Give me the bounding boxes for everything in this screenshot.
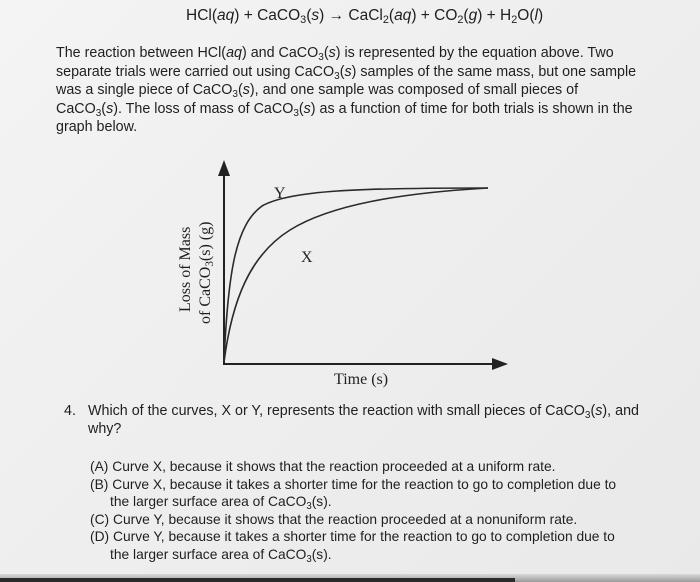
intro-line-1: The reaction between HCl(aq) and CaCO$_3$(s) is represented by the equation above. Two xyxy=(56,45,614,63)
y-axis-label-line2: of CaCO$_3$(s) (g) xyxy=(197,221,216,324)
eq-product3-sub: 2 xyxy=(511,14,518,26)
eq-product2: CO xyxy=(434,7,458,24)
eq-reactant1: HCl xyxy=(186,7,212,24)
eq-reactant2-sub: 3 xyxy=(300,14,307,26)
eq-product3-tail: O xyxy=(517,7,530,24)
answer-choices xyxy=(90,458,670,563)
eq-product2-state: g xyxy=(468,7,478,24)
eq-product1-state: aq xyxy=(394,7,412,24)
intro-line-2: separate trials were carried out using CaCO$_3$(s) samples of the same mass, but one sample xyxy=(56,63,637,82)
eq-product1: CaCl xyxy=(348,7,383,24)
bottom-dark-bar xyxy=(0,578,515,582)
eq-reactant1-state: aq xyxy=(217,7,235,24)
eq-reactant2-state: s xyxy=(311,7,320,24)
eq-product3-state: l xyxy=(534,7,538,24)
x-axis-arrowhead xyxy=(492,358,508,370)
intro-line-3: was a single piece of CaCO$_3$(s), and one sample was composed of small pieces of xyxy=(56,82,579,100)
curve-x xyxy=(224,188,488,362)
curve-y-label: Y xyxy=(274,185,286,202)
chemical-equation: HCl(aq) + CaCO$_3$(s) → CaCl$_2$(aq) + $CO_2(g) + H_2O(l)$ xyxy=(186,7,544,26)
intro-line-5: graph below. xyxy=(56,119,138,135)
eq-arrow: → xyxy=(328,7,345,24)
intro-line-4: CaCO$_3$(s). The loss of mass of CaCO$_3$(s) as a function of time for both trials is shown in the xyxy=(56,100,633,119)
choice-b[interactable]: (B) Curve X, because it takes a shorter time for the reaction to go to completion due to the larger surface area of CaCO$_3$(s). xyxy=(90,476,617,512)
eq-product1-sub: 2 xyxy=(382,14,389,26)
y-axis-arrowhead xyxy=(218,160,230,176)
curve-y xyxy=(224,188,488,362)
curve-x-label: X xyxy=(301,249,313,266)
question-text: Which of the curves, X or Y, represents the reaction with small pieces of CaCO$_3$(s), and why? xyxy=(88,403,639,437)
eq-reactant2: CaCO xyxy=(257,7,301,24)
question-4 xyxy=(64,402,664,438)
question-number: 4. xyxy=(64,403,76,419)
x-axis-label: Time (s) xyxy=(334,371,389,388)
choice-d[interactable]: (D) Curve Y, because it takes a shorter time for the reaction to go to completion due to the larger surface area of CaCO$_3$(s). xyxy=(90,529,615,565)
choice-a[interactable]: (A) Curve X, because it shows that the reaction proceeded at a uniform rate. xyxy=(90,459,556,474)
eq-product3: H xyxy=(500,7,512,24)
y-axis-label-line1: Loss of Mass xyxy=(177,226,194,312)
eq-product2-sub: 2 xyxy=(457,14,464,26)
choice-c[interactable]: (C) Curve Y, because it shows that the reaction proceeded at a nonuniform rate. xyxy=(90,511,578,527)
